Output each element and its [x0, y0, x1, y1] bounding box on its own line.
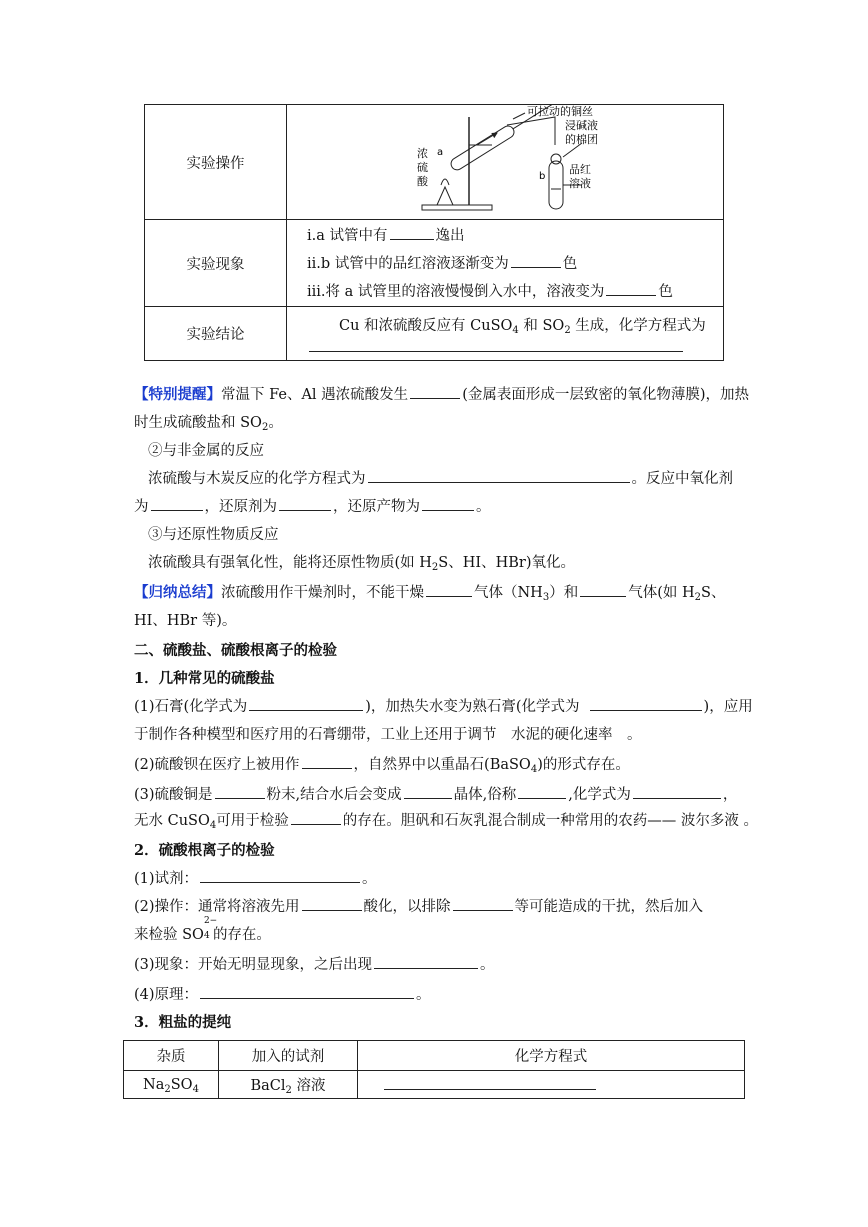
tip-line-2	[134, 412, 283, 434]
sulfate-test-heading: 2．硫酸根离子的检验	[134, 842, 275, 859]
concl-text-c: 生成，化学方程式为	[570, 318, 706, 334]
tip-text-4: 。	[268, 415, 283, 431]
table-row	[124, 1071, 745, 1099]
summary-line-2: HI、HBr 等)。	[134, 613, 237, 629]
sec2-line-1	[148, 468, 733, 490]
op-label-cell	[145, 105, 287, 220]
answer-blank[interactable]	[606, 281, 656, 296]
phen-line-2	[307, 250, 723, 278]
cotton-label-1: 浸碱液	[565, 119, 598, 132]
tip-tag: 【特别提醒】	[134, 386, 221, 403]
concl-text-a: Cu 和浓硫酸反应有 CuSO	[339, 318, 513, 334]
copper-sub: 4	[209, 820, 217, 831]
copper-text-h: 的存在。胆矾和石灰乳混合制成一种常用的农药—— 波尔多液 。	[342, 813, 758, 829]
sec2-text-1a: 浓硫酸与木炭反应的化学方程式为	[148, 471, 366, 487]
copper-text-d: ,化学式为	[568, 787, 631, 803]
answer-blank[interactable]	[590, 696, 702, 711]
answer-blank[interactable]	[390, 225, 434, 240]
dye-label-2: 溶液	[569, 177, 591, 190]
summary-line-1	[134, 582, 725, 604]
concl-sub-1: 4	[512, 325, 519, 336]
cell-reagent	[219, 1071, 358, 1099]
answer-blank[interactable]	[215, 784, 265, 799]
principle-text-b: 。	[416, 987, 431, 1003]
phen-line-3	[307, 278, 723, 306]
salt-purify-heading: 3．粗盐的提纯	[134, 1014, 232, 1031]
copper-text-e: ，	[722, 787, 738, 803]
sec2-text-2d: 。	[476, 499, 491, 515]
operation-text-c: 等可能造成的干扰，然后加入	[514, 899, 704, 915]
part2-heading: 二、硫酸盐、硫酸根离子的检验	[134, 642, 337, 659]
phenomenon-text-b: 。	[480, 957, 495, 973]
summary-text-1: 浓硫酸用作干燥剂时，不能干燥	[221, 585, 424, 601]
impurity-text-a: Na	[143, 1076, 165, 1093]
reagent-text-b: 溶液	[291, 1078, 326, 1094]
copper-line-1	[134, 784, 737, 806]
summary-text-3: ）和	[549, 585, 579, 601]
impurity-sub-1: 2	[164, 1083, 171, 1095]
answer-blank[interactable]	[279, 496, 331, 511]
reagent-line	[134, 868, 377, 890]
acid-label-1: 浓	[417, 147, 428, 160]
sec2-text-2b: ，还原剂为	[204, 499, 277, 515]
summary-tag: 【归纳总结】	[134, 584, 221, 601]
phen-cell	[287, 220, 724, 307]
answer-blank[interactable]	[368, 468, 630, 483]
principle-text-a: (4)原理：	[134, 987, 199, 1003]
operation-text-d: 来检验 SO	[134, 927, 204, 943]
answer-blank[interactable]	[249, 696, 363, 711]
answer-blank[interactable]	[422, 496, 474, 511]
gypsum-text-c: )，应用	[703, 699, 753, 715]
sec2-title: ②与非金属的反应	[148, 443, 264, 459]
answer-blank[interactable]	[200, 984, 414, 999]
wire-label: 可拉动的铜丝	[527, 105, 593, 118]
answer-blank[interactable]	[518, 784, 566, 799]
answer-blank[interactable]	[633, 784, 721, 799]
tube-a-label: a	[437, 147, 444, 158]
barium-text-a: (2)硫酸钡在医疗上被用作	[134, 757, 300, 773]
operation-text-e: 的存在。	[212, 927, 271, 943]
gypsum-line-1	[134, 696, 753, 718]
dye-label-1: 品红	[569, 163, 591, 176]
answer-blank[interactable]	[580, 582, 626, 597]
experiment-table	[144, 104, 724, 361]
gypsum-line-2: 于制作各种模型和医疗用的石膏绷带，工业上还用于调节 水泥的硬化速率 。	[134, 727, 642, 743]
copper-text-g: 可用于检验	[216, 813, 289, 829]
apparatus-diagram	[287, 105, 723, 219]
impurity-text-b: SO	[170, 1076, 193, 1093]
tip-text-1: 常温下 Fe、Al 遇浓硫酸发生	[221, 387, 409, 403]
gypsum-text-a: (1)石膏(化学式为	[134, 699, 248, 715]
answer-blank[interactable]	[453, 896, 513, 911]
phen-line-1	[307, 222, 723, 250]
operation-text-b: 酸化，以排除	[363, 899, 451, 915]
header-reagent: 加入的试剂	[219, 1041, 358, 1071]
concl-line-1	[309, 315, 723, 337]
barium-text-b: ，自然界中以重晶石(BaSO	[353, 757, 531, 773]
phen-text-1a: i.a 试管中有	[307, 228, 388, 244]
header-equation: 化学方程式	[358, 1041, 745, 1071]
concl-sub-2: 2	[564, 325, 571, 336]
sec3-text-1a: 浓硫酸具有强氧化性，能将还原性物质(如 H	[148, 555, 432, 571]
phen-text-1b: 逸出	[435, 228, 465, 244]
answer-blank[interactable]	[404, 784, 452, 799]
operation-text-a: (2)操作：通常将溶液先用	[134, 899, 300, 915]
sec2-text-1b: 。反应中氧化剂	[631, 471, 733, 487]
answer-blank[interactable]	[426, 582, 472, 597]
cell-impurity	[124, 1071, 219, 1099]
reagent-text: (1)试剂：	[134, 871, 199, 887]
summary-text-2: 气体（NH	[474, 585, 543, 601]
sec3-line-1	[148, 552, 575, 574]
impurity-sub-2: 4	[192, 1083, 199, 1095]
operation-line-1	[134, 896, 703, 918]
salt-table	[123, 1040, 745, 1099]
sulfate-charge: 2− 4	[203, 916, 218, 941]
cotton-label-2: 的棉团	[565, 133, 598, 146]
principle-line	[134, 984, 431, 1006]
answer-blank[interactable]	[410, 384, 460, 399]
acid-label-2: 硫	[417, 161, 428, 174]
summary-sub-1: 3	[542, 592, 550, 603]
phen-text-2a: ii.b 试管中的品红溶液逐渐变为	[307, 256, 509, 272]
operation-line-2	[134, 916, 271, 946]
phen-label-cell	[145, 220, 287, 307]
answer-blank[interactable]	[302, 754, 352, 769]
concl-label: 实验结论	[186, 327, 245, 343]
acid-label-3: 酸	[417, 175, 428, 188]
tip-text-2: (金属表面形成一层致密的氧化物薄膜)，加热	[462, 387, 749, 403]
reagent-end: 。	[362, 871, 377, 887]
sec3-title: ③与还原性物质反应	[148, 527, 279, 543]
apparatus-cell	[287, 105, 724, 220]
reagent-text-a: BaCl	[250, 1078, 286, 1094]
sulfates-heading: 1．几种常见的硫酸盐	[134, 670, 275, 687]
summary-sub-2: 2	[694, 592, 702, 603]
sec2-text-2a: 为	[134, 499, 149, 515]
reagent-sub: 2	[285, 1085, 292, 1096]
answer-blank[interactable]	[374, 954, 478, 969]
sec2-line-2	[134, 496, 491, 518]
answer-blank[interactable]	[291, 810, 341, 825]
phen-label: 实验现象	[186, 256, 245, 273]
summary-text-4: 气体(如 H	[628, 585, 695, 601]
answer-blank[interactable]	[200, 868, 360, 883]
gypsum-text-b: )，加热失水变为熟石膏(化学式为	[365, 699, 580, 715]
phenomenon-line	[134, 954, 495, 976]
phen-text-3a: iii.将 a 试管里的溶液慢慢倒入水中，溶液变为	[307, 284, 605, 300]
concl-text-b: 和 SO	[518, 318, 565, 334]
op-label: 实验操作	[186, 155, 245, 172]
barium-line	[134, 754, 630, 776]
header-impurity: 杂质	[124, 1041, 219, 1071]
summary-text-5: S、	[701, 585, 726, 601]
sec2-text-2c: ，还原产物为	[333, 499, 420, 515]
copper-text-f: 无水 CuSO	[134, 813, 210, 829]
tip-sub: 2	[261, 422, 269, 433]
table-header-row	[124, 1041, 745, 1071]
sec3-sub: 2	[431, 562, 439, 573]
answer-blank[interactable]	[151, 496, 203, 511]
copper-text-b: 粉末,结合水后会变成	[266, 787, 402, 803]
tip-text-3: 时生成硫酸盐和 SO	[134, 415, 262, 431]
concl-label-cell	[145, 307, 287, 361]
phen-text-3b: 色	[658, 284, 673, 300]
barium-text-c: )的形式存在。	[537, 757, 630, 773]
concl-cell	[287, 307, 724, 361]
cell-equation	[358, 1071, 745, 1099]
sec3-text-1b: S、HI、HBr)氧化。	[438, 555, 575, 571]
tip-line-1	[134, 384, 749, 406]
phenomenon-text-a: (3)现象：开始无明显现象，之后出现	[134, 957, 373, 973]
equation-blank[interactable]	[384, 1075, 596, 1090]
copper-text-c: 晶体,俗称	[453, 787, 517, 803]
answer-blank[interactable]	[511, 253, 561, 268]
tube-b-label: b	[539, 171, 546, 182]
phen-text-2b: 色	[562, 256, 578, 272]
barium-sub: 4	[530, 764, 538, 775]
equation-blank[interactable]	[309, 337, 683, 352]
copper-line-2	[134, 810, 758, 832]
answer-blank[interactable]	[302, 896, 362, 911]
copper-text-a: (3)硫酸铜是	[134, 787, 213, 803]
